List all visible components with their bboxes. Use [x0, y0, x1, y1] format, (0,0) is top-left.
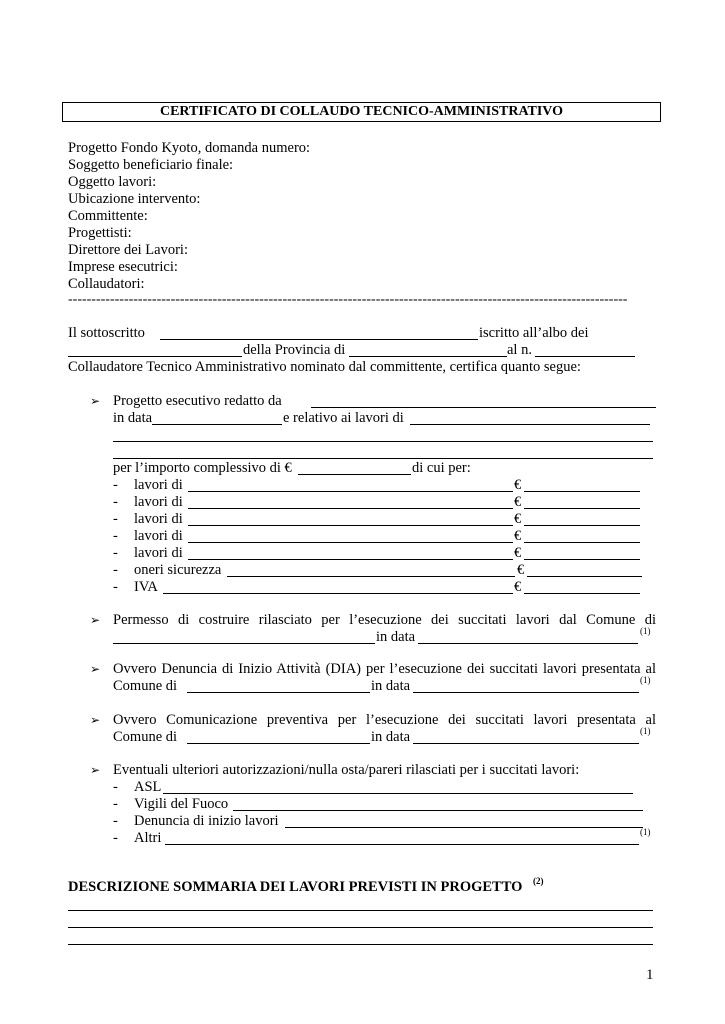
- item-dash: -: [113, 494, 118, 510]
- permesso-comune-field[interactable]: [113, 643, 375, 644]
- item-label: lavori di: [134, 494, 183, 510]
- permesso-in-data-label: in data: [376, 629, 416, 645]
- numero-albo-field[interactable]: [535, 356, 635, 357]
- field-direttore-lavori: Direttore dei Lavori:: [68, 242, 188, 258]
- comunicazione-comune-label: Comune di: [113, 729, 178, 745]
- item-dash: -: [113, 511, 118, 527]
- lavori-extra-line[interactable]: [113, 458, 653, 459]
- item-description-field[interactable]: [188, 542, 513, 543]
- item-amount-field[interactable]: [524, 542, 640, 543]
- auth-label-altri: Altri: [134, 830, 162, 846]
- item-dash: -: [113, 562, 118, 578]
- descrizione-heading: DESCRIZIONE SOMMARIA DEI LAVORI PREVISTI IN PROGETTO: [68, 879, 523, 895]
- lavori-extra-line[interactable]: [113, 441, 653, 442]
- page-number: 1: [646, 967, 654, 983]
- comunicazione-in-data-label: in data: [371, 729, 411, 745]
- dia-in-data-label: in data: [371, 678, 411, 694]
- auth-label-vigili-fuoco: Vigili del Fuoco: [134, 796, 229, 812]
- auth-label-asl: ASL: [134, 779, 162, 795]
- vigili-fuoco-field[interactable]: [233, 810, 643, 811]
- euro-label: €: [514, 477, 522, 493]
- dia-comune-label: Comune di: [113, 678, 178, 694]
- item-label: lavori di: [134, 477, 183, 493]
- field-committente: Committente:: [68, 208, 148, 224]
- euro-label: €: [514, 494, 522, 510]
- item-amount-field[interactable]: [524, 491, 640, 492]
- oneri-amount-field[interactable]: [527, 576, 642, 577]
- item-dash: -: [113, 528, 118, 544]
- item-dash: -: [113, 477, 118, 493]
- arrow-bullet-icon: ➢: [90, 394, 101, 408]
- item-amount-field[interactable]: [524, 559, 640, 560]
- field-imprese-esecutrici: Imprese esecutrici:: [68, 259, 178, 275]
- auth-label-denuncia: Denuncia di inizio lavori: [134, 813, 279, 829]
- denuncia-inizio-field[interactable]: [285, 827, 643, 828]
- footnote-ref: (1): [640, 827, 651, 837]
- dashed-separator: ------------------------------------------------------------------------------------------------------------------------: [68, 292, 628, 307]
- item-label-oneri-sicurezza: oneri sicurezza: [134, 562, 222, 578]
- intro-al-n-label: al n.: [507, 342, 532, 358]
- dia-comune-field[interactable]: [187, 692, 370, 693]
- progetto-in-data-label: in data: [113, 410, 153, 426]
- redatto-da-field[interactable]: [311, 407, 656, 408]
- progetto-data-field[interactable]: [152, 424, 282, 425]
- albo-field[interactable]: [68, 356, 242, 357]
- arrow-bullet-icon: ➢: [90, 613, 101, 627]
- euro-label: €: [517, 562, 525, 578]
- item-amount-field[interactable]: [524, 508, 640, 509]
- comunicazione-data-field[interactable]: [413, 743, 639, 744]
- footnote-ref: (1): [640, 675, 651, 685]
- oneri-sicurezza-field[interactable]: [227, 576, 515, 577]
- autorizzazioni-text: Eventuali ulteriori autorizzazioni/nulla osta/pareri rilasciati per i succitati lavori:: [113, 762, 580, 778]
- item-label-iva: IVA: [134, 579, 158, 595]
- intro-iscritto-label: iscritto all’albo dei: [479, 325, 589, 341]
- intro-provincia-label: della Provincia di: [243, 342, 346, 358]
- euro-label: €: [514, 545, 522, 561]
- dia-text: Ovvero Denuncia di Inizio Attività (DIA) per l’esecuzione dei succitati lavori presentata al: [113, 661, 656, 677]
- item-label: lavori di: [134, 545, 183, 561]
- comunicazione-comune-field[interactable]: [187, 743, 370, 744]
- importo-complessivo-label: per l’importo complessivo di €: [113, 460, 292, 476]
- permesso-data-field[interactable]: [418, 643, 638, 644]
- footnote-ref: (2): [533, 876, 544, 886]
- item-dash: -: [113, 796, 118, 812]
- field-oggetto-lavori: Oggetto lavori:: [68, 174, 157, 190]
- item-dash: -: [113, 579, 118, 595]
- iva-field[interactable]: [163, 593, 513, 594]
- asl-field[interactable]: [163, 793, 633, 794]
- arrow-bullet-icon: ➢: [90, 662, 101, 676]
- item-amount-field[interactable]: [524, 525, 640, 526]
- arrow-bullet-icon: ➢: [90, 713, 101, 727]
- descrizione-line[interactable]: [68, 944, 653, 945]
- descrizione-line[interactable]: [68, 927, 653, 928]
- field-soggetto-beneficiario: Soggetto beneficiario finale:: [68, 157, 234, 173]
- euro-label: €: [514, 528, 522, 544]
- field-ubicazione: Ubicazione intervento:: [68, 191, 201, 207]
- provincia-field[interactable]: [349, 356, 507, 357]
- footnote-ref: (1): [640, 726, 651, 736]
- iva-amount-field[interactable]: [524, 593, 640, 594]
- permesso-text: Permesso di costruire rilasciato per l’esecuzione dei succitati lavori dal Comune di: [113, 612, 656, 628]
- document-title: CERTIFICATO DI COLLAUDO TECNICO-AMMINISTRATIVO: [62, 102, 661, 122]
- intro-sottoscritto-label: Il sottoscritto: [68, 325, 145, 341]
- euro-label: €: [514, 511, 522, 527]
- descrizione-line[interactable]: [68, 910, 653, 911]
- arrow-bullet-icon: ➢: [90, 763, 101, 777]
- item-description-field[interactable]: [188, 491, 513, 492]
- field-progettisti: Progettisti:: [68, 225, 132, 241]
- progetto-redatto-label: Progetto esecutivo redatto da: [113, 393, 282, 409]
- item-dash: -: [113, 830, 118, 846]
- field-progetto-kyoto: Progetto Fondo Kyoto, domanda numero:: [68, 140, 311, 156]
- item-dash: -: [113, 545, 118, 561]
- importo-complessivo-field[interactable]: [298, 474, 411, 475]
- di-cui-label: di cui per:: [412, 460, 471, 476]
- sottoscritto-field[interactable]: [160, 339, 478, 340]
- dia-data-field[interactable]: [413, 692, 639, 693]
- item-description-field[interactable]: [188, 508, 513, 509]
- relativo-lavori-field[interactable]: [410, 424, 650, 425]
- item-label: lavori di: [134, 528, 183, 544]
- intro-certifica-text: Collaudatore Tecnico Amministrativo nominato dal committente, certifica quanto segue:: [68, 359, 581, 375]
- item-dash: -: [113, 813, 118, 829]
- field-collaudatori: Collaudatori:: [68, 276, 145, 292]
- footnote-ref: (1): [640, 626, 651, 636]
- item-description-field[interactable]: [188, 525, 513, 526]
- altri-field[interactable]: [165, 844, 639, 845]
- item-description-field[interactable]: [188, 559, 513, 560]
- euro-label: €: [514, 579, 522, 595]
- comunicazione-text: Ovvero Comunicazione preventiva per l’esecuzione dei succitati lavori presentata al: [113, 712, 656, 728]
- item-dash: -: [113, 779, 118, 795]
- item-label: lavori di: [134, 511, 183, 527]
- progetto-relativo-label: e relativo ai lavori di: [283, 410, 404, 426]
